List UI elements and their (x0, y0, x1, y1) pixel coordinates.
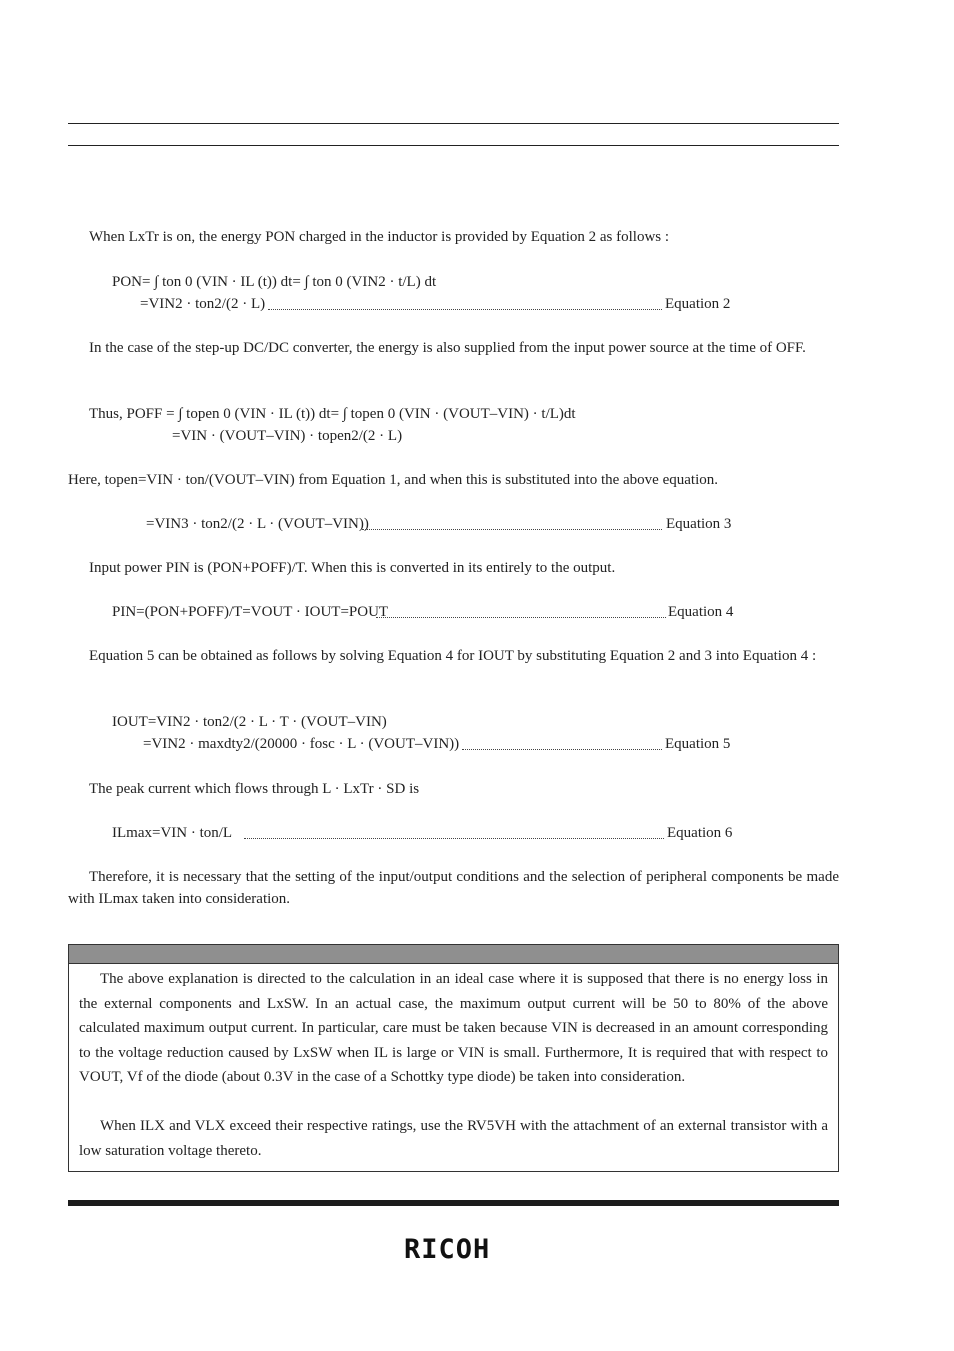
paragraph-step-up-energy: In the case of the step-up DC/DC converter, the energy is also supplied from the input power source at the time of OFF. (89, 340, 806, 356)
equation-3-line: =VIN3 · ton2/(2 · L · (VOUT–VIN)) (146, 516, 369, 532)
equation-4-leader (376, 616, 666, 618)
equation-2-line-1: PON= ∫ ton 0 (VIN · IL (t)) dt= ∫ ton 0 (VIN2 · t/L) dt (112, 274, 437, 290)
equation-5-line-1: IOUT=VIN2 · ton2/(2 · L · T · (VOUT–VIN) (112, 714, 387, 730)
note-paragraph-2: When ILX and VLX exceed their respective ratings, use the RV5VH with the attachment of an external transistor with a low saturation voltage thereto. (79, 1118, 828, 1159)
equation-3-leader (362, 528, 662, 530)
footer-bar (68, 1200, 839, 1206)
equation-2-line-2: =VIN2 · ton2/(2 · L) (140, 296, 266, 312)
header-rule-top (68, 123, 839, 124)
paragraph-topen-substitution: Here, topen=VIN · ton/(VOUT–VIN) from Equation 1, and when this is substituted into the above equation. (68, 472, 718, 488)
equation-6-line: ILmax=VIN · ton/L (112, 825, 233, 841)
header-rule-bottom (68, 145, 839, 146)
equation-2-leader (268, 308, 662, 310)
equation-4-line: PIN=(PON+POFF)/T=VOUT · IOUT=POUT (112, 604, 389, 620)
equation-6-label: Equation 6 (667, 825, 733, 841)
equation-6-leader (244, 837, 664, 839)
paragraph-input-power: Input power PIN is (PON+POFF)/T. When this is converted in its entirely to the output. (89, 560, 616, 576)
paragraph-peak-current: The peak current which flows through L · LxTr · SD is (89, 781, 420, 797)
equation-3-label: Equation 3 (666, 516, 732, 532)
poff-equation-line-2: =VIN · (VOUT–VIN) · topen2/(2 · L) (172, 428, 403, 444)
ricoh-logo: RICOH (404, 1234, 491, 1265)
equation-5-leader (462, 748, 662, 750)
note-box (68, 944, 839, 1172)
poff-equation-line-1: Thus, POFF = ∫ topen 0 (VIN · IL (t)) dt= ∫ topen 0 (VIN · (VOUT–VIN) · t/L)dt (89, 406, 576, 422)
equation-5-label: Equation 5 (665, 736, 731, 752)
equation-2-label: Equation 2 (665, 296, 731, 312)
note-paragraph-1: The above explanation is directed to the calculation in an ideal case where it is supposed that there is no energy loss in the external components and LxSW. In an actual case, the maximum output current will be 50 to 80% of the above calculated maximum output current. In particular, care must be taken because VIN is decreased in an amount corresponding to the voltage reduction caused by LxSW when IL is large or VIN is small. Furthermore, It is required that with respect to VOUT, Vf of the diode (about 0.3V in the case of a Schottky type diode) be taken into consideration. (79, 971, 828, 1085)
equation-4-label: Equation 4 (668, 604, 734, 620)
paragraph-ilmax-consideration: Therefore, it is necessary that the setting of the input/output conditions and the selection of peripheral components be made with ILmax taken into consideration. (68, 869, 839, 907)
note-header-bar (69, 945, 838, 964)
equation-5-line-2: =VIN2 · maxdty2/(20000 · fosc · L · (VOUT–VIN)) (143, 736, 460, 752)
paragraph-equation-5-intro: Equation 5 can be obtained as follows by solving Equation 4 for IOUT by substituting Equation 2 and 3 into Equation 4 : (89, 648, 817, 664)
paragraph-energy-pon: When LxTr is on, the energy PON charged in the inductor is provided by Equation 2 as follows : (89, 229, 670, 245)
